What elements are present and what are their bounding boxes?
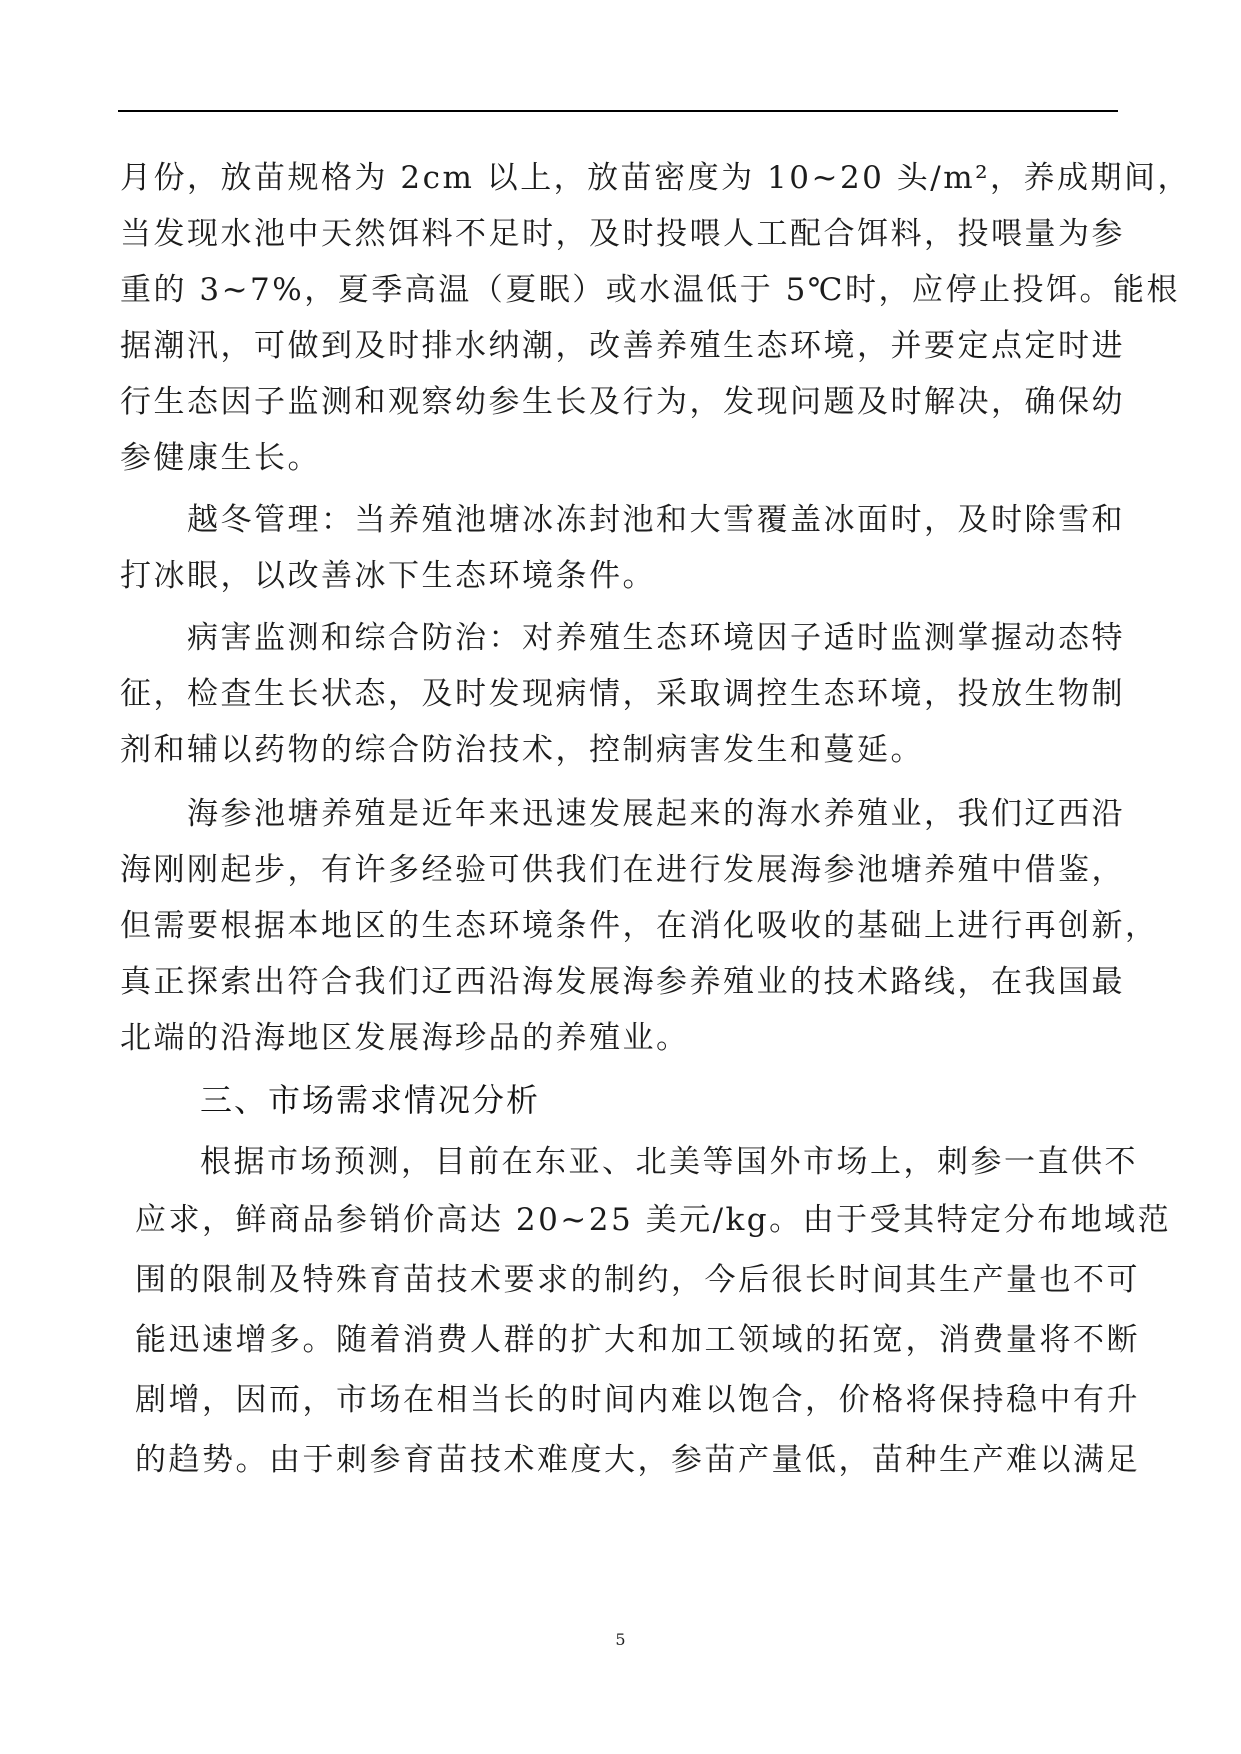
body-line: 应求，鲜商品参销价高达 20~25 美元/kg。由于受其特定分布地域范	[135, 1202, 1172, 1238]
body-line: 海参池塘养殖是近年来迅速发展起来的海水养殖业，我们辽西沿	[187, 796, 1125, 832]
body-line: 征，检查生长状态，及时发现病情，采取调控生态环境，投放生物制	[120, 676, 1125, 712]
body-line: 月份，放苗规格为 2cm 以上，放苗密度为 10~20 头/m²，养成期间，	[120, 160, 1192, 196]
body-line: 打冰眼，以改善冰下生态环境条件。	[120, 558, 656, 594]
body-line: 北端的沿海地区发展海珍品的养殖业。	[120, 1020, 690, 1056]
body-line: 行生态因子监测和观察幼参生长及行为，发现问题及时解决，确保幼	[120, 384, 1125, 420]
body-line: 根据市场预测，目前在东亚、北美等国外市场上，刺参一直供不	[200, 1144, 1138, 1180]
body-line: 真正探索出符合我们辽西沿海发展海参养殖业的技术路线，在我国最	[120, 964, 1125, 1000]
section-heading: 三、市场需求情况分析	[200, 1081, 541, 1119]
body-line: 剂和辅以药物的综合防治技术，控制病害发生和蔓延。	[120, 732, 924, 768]
body-line: 据潮汛，可做到及时排水纳潮，改善养殖生态环境，并要定点定时进	[120, 328, 1125, 364]
body-line: 剧增，因而，市场在相当长的时间内难以饱合，价格将保持稳中有升	[135, 1382, 1140, 1418]
header-rule	[118, 110, 1118, 112]
body-line: 越冬管理：当养殖池塘冰冻封池和大雪覆盖冰面时，及时除雪和	[187, 502, 1125, 538]
body-line: 能迅速增多。随着消费人群的扩大和加工领域的拓宽，消费量将不断	[135, 1322, 1140, 1358]
body-line: 围的限制及特殊育苗技术要求的制约，今后很长时间其生产量也不可	[135, 1262, 1140, 1298]
body-line: 海刚刚起步，有许多经验可供我们在进行发展海参池塘养殖中借鉴，	[120, 852, 1125, 888]
page-number: 5	[615, 1630, 626, 1649]
body-line: 参健康生长。	[120, 440, 321, 476]
body-line: 重的 3~7%，夏季高温（夏眠）或水温低于 5℃时，应停止投饵。能根	[120, 272, 1180, 308]
body-line: 当发现水池中天然饵料不足时，及时投喂人工配合饵料，投喂量为参	[120, 216, 1125, 252]
body-line: 但需要根据本地区的生态环境条件，在消化吸收的基础上进行再创新，	[120, 908, 1159, 944]
body-line: 病害监测和综合防治：对养殖生态环境因子适时监测掌握动态特	[187, 620, 1125, 656]
body-line: 的趋势。由于刺参育苗技术难度大，参苗产量低，苗种生产难以满足	[135, 1442, 1140, 1478]
